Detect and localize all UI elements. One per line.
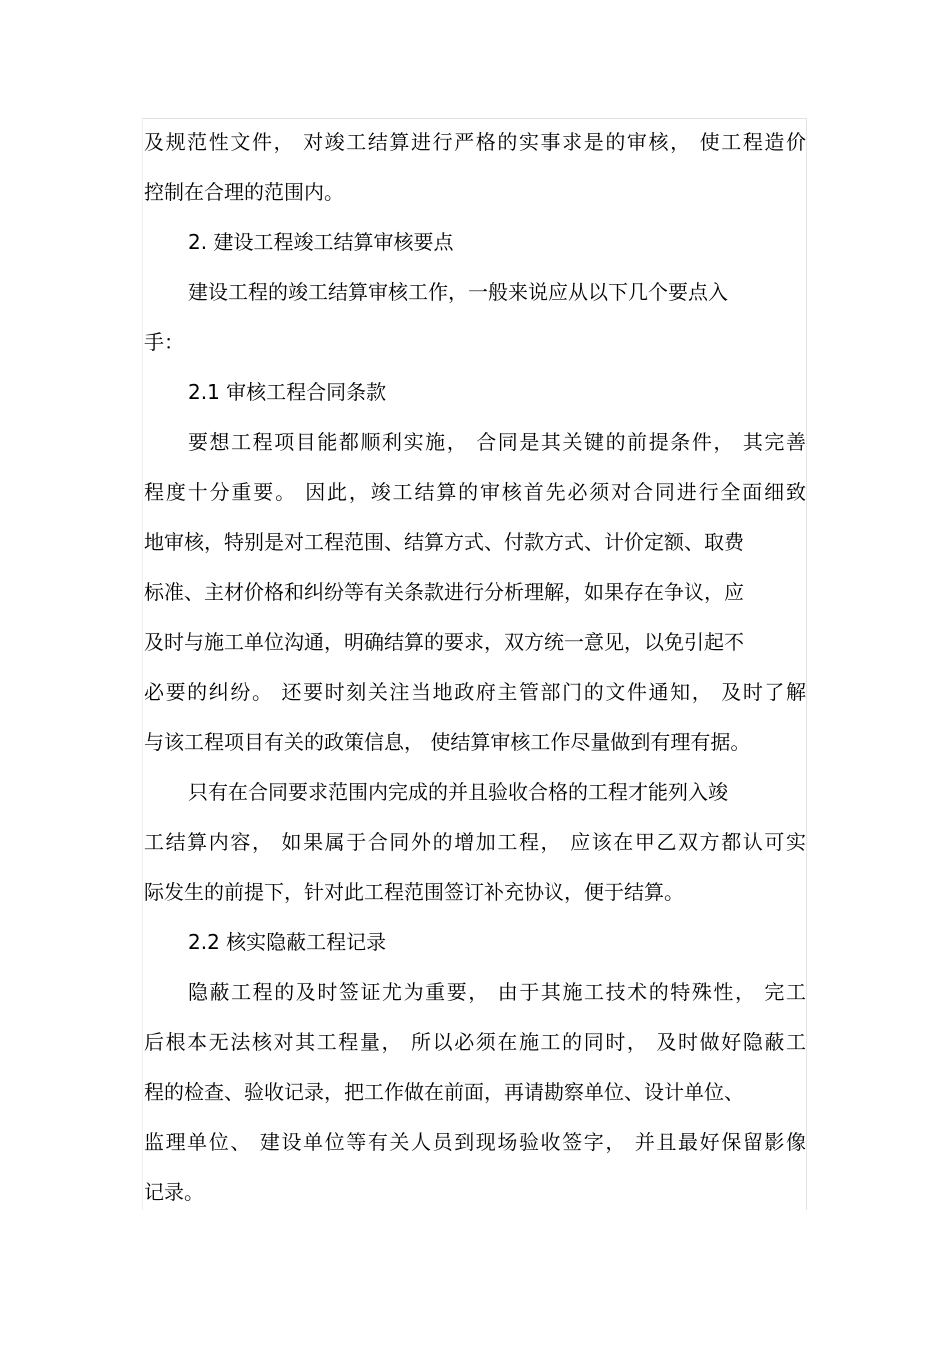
text-line: 地审核，特别是对工程范围、结算方式、付款方式、计价定额、取费 [144, 530, 744, 554]
text-line: 记录。 [144, 1180, 204, 1204]
text-line: 隐蔽工程的及时签证尤为重要， 由于其施工技术的特殊性， 完工 [188, 980, 806, 1004]
text-line: 必要的纠纷。 还要时刻关注当地政府主管部门的文件通知， 及时了解 [144, 680, 806, 704]
section-heading: 2. 建设工程竣工结算审核要点 [188, 230, 454, 254]
text-line: 建设工程的竣工结算审核工作，一般来说应从以下几个要点入 [188, 280, 728, 304]
text-line: 控制在合理的范围内。 [144, 180, 344, 204]
subsection-heading: 2.2 核实隐蔽工程记录 [188, 930, 387, 954]
text-line: 程的检查、验收记录，把工作做在前面，再请勘察单位、设计单位、 [144, 1080, 744, 1104]
text-line: 及规范性文件， 对竣工结算进行严格的实事求是的审核， 使工程造价 [144, 130, 806, 154]
text-line: 程度十分重要。 因此，竣工结算的审核首先必须对合同进行全面细致 [144, 480, 806, 504]
text-line: 手： [144, 330, 184, 354]
text-line: 工结算内容， 如果属于合同外的增加工程， 应该在甲乙双方都认可实 [144, 830, 806, 854]
text-line: 标准、主材价格和纠纷等有关条款进行分析理解，如果存在争议，应 [144, 580, 744, 604]
text-line: 际发生的前提下，针对此工程范围签订补充协议，便于结算。 [144, 880, 684, 904]
text-line: 及时与施工单位沟通，明确结算的要求，双方统一意见，以免引起不 [144, 630, 744, 654]
text-line: 与该工程项目有关的政策信息， 使结算审核工作尽量做到有理有据。 [144, 730, 751, 754]
text-line: 后根本无法核对其工程量， 所以必须在施工的同时， 及时做好隐蔽工 [144, 1030, 806, 1054]
document-body [144, 117, 806, 1217]
text-line: 要想工程项目能都顺利实施， 合同是其关键的前提条件， 其完善 [188, 430, 806, 454]
text-line: 监理单位、 建设单位等有关人员到现场验收签字， 并且最好保留影像 [144, 1130, 806, 1154]
text-line: 只有在合同要求范围内完成的并且验收合格的工程才能列入竣 [188, 780, 728, 804]
subsection-heading: 2.1 审核工程合同条款 [188, 380, 387, 404]
